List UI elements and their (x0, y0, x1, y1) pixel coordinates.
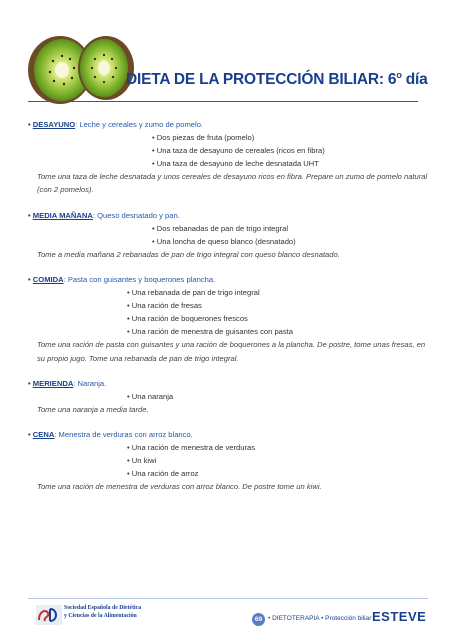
list-item: • Una rebanada de pan de trigo integral (127, 288, 260, 298)
meal-description: : Leche y cereales y zumo de pomelo. (75, 120, 204, 129)
food-list (28, 390, 428, 403)
meal-label: MEDIA MAÑANA (32, 210, 93, 220)
section-heading (28, 377, 428, 390)
bullet: • (28, 210, 31, 220)
food-list (28, 286, 428, 338)
title-end: día (401, 71, 428, 89)
society-logo-text (64, 605, 141, 620)
bullet: • (28, 378, 31, 388)
food-list (28, 222, 428, 248)
section-heading (28, 118, 428, 131)
meal-note: Tome una taza de leche desnatada y unos cereales de desayuno ricos en fibra. Prepare un zumo de pomelo natural (con 2 pomelos). (37, 172, 428, 195)
meal-label: MERIENDA (32, 378, 74, 388)
footer-divider (28, 598, 428, 599)
page-number: 69 (252, 613, 265, 626)
meal-description: : Queso desnatado y pan. (92, 210, 180, 220)
society-logo (36, 604, 166, 626)
esteve-logo: ESTEVE (372, 609, 427, 624)
section-heading (28, 428, 428, 441)
section-desayuno (28, 118, 428, 197)
diet-content (28, 118, 428, 505)
bullet: • (28, 429, 31, 439)
list-item: • Una taza de desayuno de cereales (ricos en fibra) (152, 146, 325, 156)
meal-note: Tome una ración de menestra de verduras con arroz blanco. De postre tome un kiwi. (37, 482, 322, 492)
section-media-manana (28, 209, 428, 261)
section-cena (28, 428, 428, 493)
list-item: • Un kiwi (127, 456, 157, 466)
meal-description: : Pasta con guisantes y boquerones plancha. (63, 274, 216, 284)
list-item: • Dos piezas de fruta (pomelo) (152, 133, 255, 143)
list-item: • Dos rebanadas de pan de trigo integral (152, 223, 289, 233)
list-item: • Una ración de arroz (127, 469, 199, 479)
meal-note: Tome a media mañana 2 rebanadas de pan de trigo integral con queso blanco desnatado. (37, 249, 340, 259)
list-item: • Una ración de boquerones frescos (127, 314, 248, 324)
society-logo-line: y Ciencias de la Alimentación (64, 612, 137, 619)
section-heading (28, 273, 428, 286)
section-comida (28, 273, 428, 365)
list-item: • Una loncha de queso blanco (desnatado) (152, 236, 296, 246)
kiwi-image (24, 28, 136, 108)
section-heading (28, 209, 428, 222)
title-divider (28, 101, 418, 102)
bullet: • (28, 120, 31, 129)
footer-section-text: • DIETOTERAPIA • Protección biliar (268, 615, 372, 622)
society-logo-line: Sociedad Española de Dietética (64, 605, 142, 611)
title-main: DIETA DE LA PROTECCIÓN BILIAR: 6 (126, 71, 397, 89)
list-item: • Una ración de menestra de guisantes con pasta (127, 327, 294, 337)
meal-label: COMIDA (32, 274, 64, 284)
list-item: • Una taza de desayuno de leche desnatada UHT (152, 159, 319, 169)
title-superscript: o (396, 70, 402, 80)
list-item: • Una naranja (127, 391, 174, 401)
food-list (28, 441, 428, 480)
list-item: • Una ración de fresas (127, 301, 202, 311)
section-merienda (28, 377, 428, 416)
meal-label: DESAYUNO (32, 120, 76, 129)
meal-description: : Naranja. (73, 378, 107, 388)
society-logo-icon (36, 605, 62, 625)
meal-description: : Menestra de verduras con arroz blanco. (54, 429, 193, 439)
meal-note: Tome una naranja a media tarde. (37, 404, 149, 414)
meal-label: CENA (32, 429, 55, 439)
page-title (126, 70, 428, 89)
list-item: • Una ración de menestra de verduras (127, 442, 256, 452)
food-list (28, 131, 428, 170)
meal-note: Tome una ración de pasta con guisantes y una ración de boquerones a la plancha. De postre, tome unas fresas, en su propio jugo. Tome una rebanada de pan de trigo integral. (37, 340, 426, 363)
bullet: • (28, 274, 31, 284)
